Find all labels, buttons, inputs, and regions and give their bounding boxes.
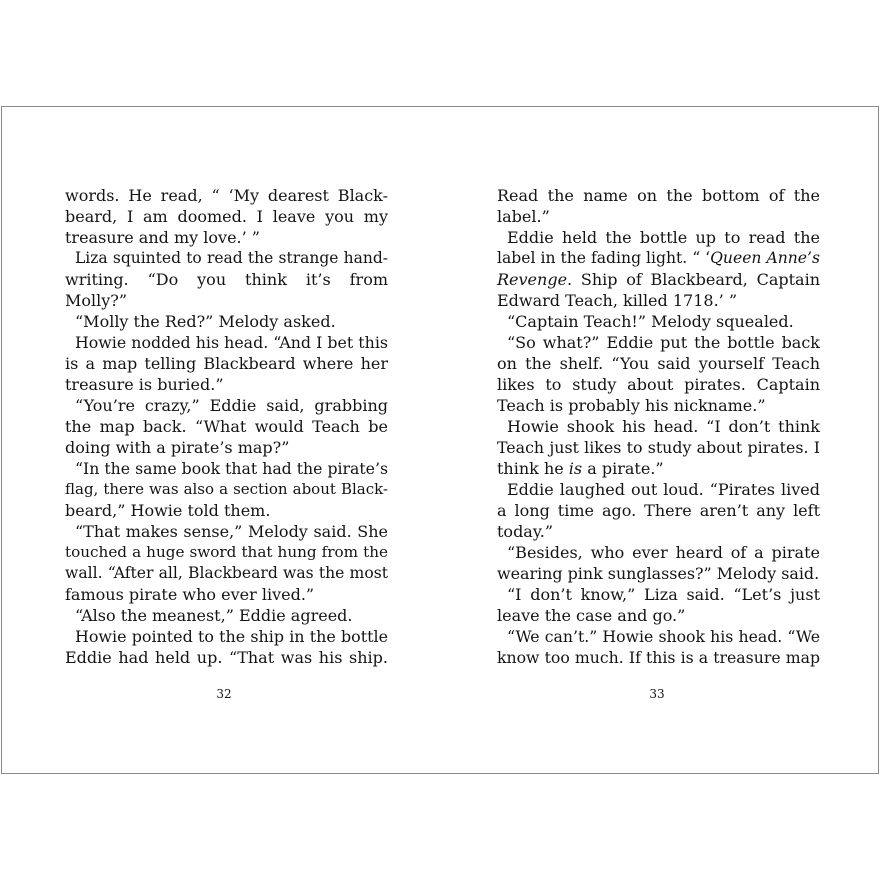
text-line bbox=[497, 290, 820, 311]
text-run: today.” bbox=[497, 522, 554, 541]
text-run: likes to study about pirates. Captain bbox=[497, 375, 820, 394]
text-run: leave the case and go.” bbox=[497, 606, 686, 625]
text-run: a long time ago. There aren’t any left bbox=[497, 501, 820, 520]
text-line: Liza squinted to read the strange hand- bbox=[75, 249, 388, 267]
text-line bbox=[497, 647, 820, 668]
text-line bbox=[497, 584, 820, 605]
right-page-text bbox=[497, 185, 820, 668]
text-line bbox=[497, 563, 820, 584]
text-run: “So what?” Eddie put the bottle back bbox=[507, 333, 820, 352]
text-run: label.” bbox=[497, 207, 550, 226]
text-run: Read the name on the bottom of the bbox=[497, 186, 820, 205]
text-line: writing. “Do you think it’s from bbox=[65, 270, 388, 289]
text-run: a pirate.” bbox=[582, 459, 664, 478]
text-run: Eddie laughed out loud. “Pirates lived bbox=[507, 480, 820, 499]
text-line bbox=[497, 395, 820, 416]
book-spread bbox=[1, 106, 879, 774]
text-line: doing with a pirate’s map?” bbox=[65, 438, 290, 457]
text-line: “Molly the Red?” Melody asked. bbox=[75, 312, 336, 331]
text-line: beard,” Howie told them. bbox=[65, 501, 271, 520]
text-line bbox=[497, 458, 820, 479]
text-run: Teach just likes to study about pirates. I bbox=[497, 438, 820, 457]
text-line: Howie nodded his head. “And I bet this bbox=[75, 333, 388, 352]
italic-text: Queen Anne’s bbox=[710, 249, 820, 267]
text-line bbox=[497, 206, 820, 227]
text-line bbox=[497, 374, 820, 395]
text-line: the map back. “What would Teach be bbox=[65, 417, 388, 436]
text-line bbox=[497, 332, 820, 353]
text-line bbox=[497, 626, 820, 647]
text-line: flag, there was also a section about Black- bbox=[65, 480, 388, 498]
text-line bbox=[497, 248, 820, 269]
text-line: is a map telling Blackbeard where her bbox=[65, 354, 388, 373]
right-page-number: 33 bbox=[649, 687, 665, 701]
text-line bbox=[497, 521, 820, 542]
text-line: beard, I am doomed. I leave you my bbox=[65, 207, 388, 226]
text-line bbox=[497, 479, 820, 500]
text-line: treasure and my love.’ ” bbox=[65, 228, 260, 247]
text-run: Howie shook his head. “I don’t think bbox=[507, 417, 820, 436]
text-line bbox=[497, 353, 820, 374]
text-run: know too much. If this is a treasure map bbox=[497, 648, 820, 667]
text-line: famous pirate who ever lived.” bbox=[65, 585, 315, 604]
text-run: on the shelf. “You said yourself Teach bbox=[497, 354, 820, 373]
text-run: think he bbox=[497, 459, 569, 478]
text-run: “Besides, who ever heard of a pirate bbox=[507, 543, 820, 562]
text-line: Eddie had held up. “That was his ship. bbox=[65, 648, 388, 667]
text-line bbox=[497, 500, 820, 521]
text-line: treasure is buried.” bbox=[65, 375, 224, 394]
text-line bbox=[497, 416, 820, 437]
italic-text: is bbox=[568, 459, 583, 478]
text-line: Molly?” bbox=[65, 291, 128, 310]
left-page-number: 32 bbox=[216, 687, 232, 701]
text-line bbox=[497, 185, 820, 206]
text-run: Eddie held the bottle up to read the bbox=[507, 228, 820, 247]
text-run: “We can’t.” Howie shook his head. “We bbox=[507, 627, 820, 646]
text-line bbox=[497, 227, 820, 248]
text-line: “That makes sense,” Melody said. She bbox=[75, 522, 388, 541]
text-run: “Captain Teach!” Melody squealed. bbox=[507, 312, 794, 331]
text-line bbox=[497, 311, 820, 332]
text-line: “In the same book that had the pirate’s bbox=[75, 459, 388, 478]
text-line bbox=[497, 437, 820, 458]
text-line: touched a huge sword that hung from the bbox=[65, 543, 388, 561]
text-line: words. He read, “ ‘My dearest Black- bbox=[65, 186, 388, 205]
left-page-text bbox=[65, 185, 388, 668]
text-run: label in the fading light. “ ‘ bbox=[497, 249, 711, 267]
text-line: “You’re crazy,” Eddie said, grabbing bbox=[75, 396, 388, 415]
text-line: “Also the meanest,” Eddie agreed. bbox=[75, 606, 353, 625]
text-run: . Ship of Blackbeard, Captain bbox=[567, 270, 820, 289]
text-run: “I don’t know,” Liza said. “Let’s just bbox=[507, 585, 820, 604]
italic-text: Revenge bbox=[497, 270, 568, 289]
text-line bbox=[497, 605, 820, 626]
text-line: Howie pointed to the ship in the bottle bbox=[75, 627, 388, 646]
text-line bbox=[497, 269, 820, 290]
text-run: wearing pink sunglasses?” Melody said. bbox=[497, 564, 820, 583]
text-run: Teach is probably his nickname.” bbox=[497, 396, 766, 415]
text-line: wall. “After all, Blackbeard was the most bbox=[65, 564, 388, 582]
text-run: Edward Teach, killed 1718.’ ” bbox=[497, 291, 738, 310]
text-line bbox=[497, 542, 820, 563]
